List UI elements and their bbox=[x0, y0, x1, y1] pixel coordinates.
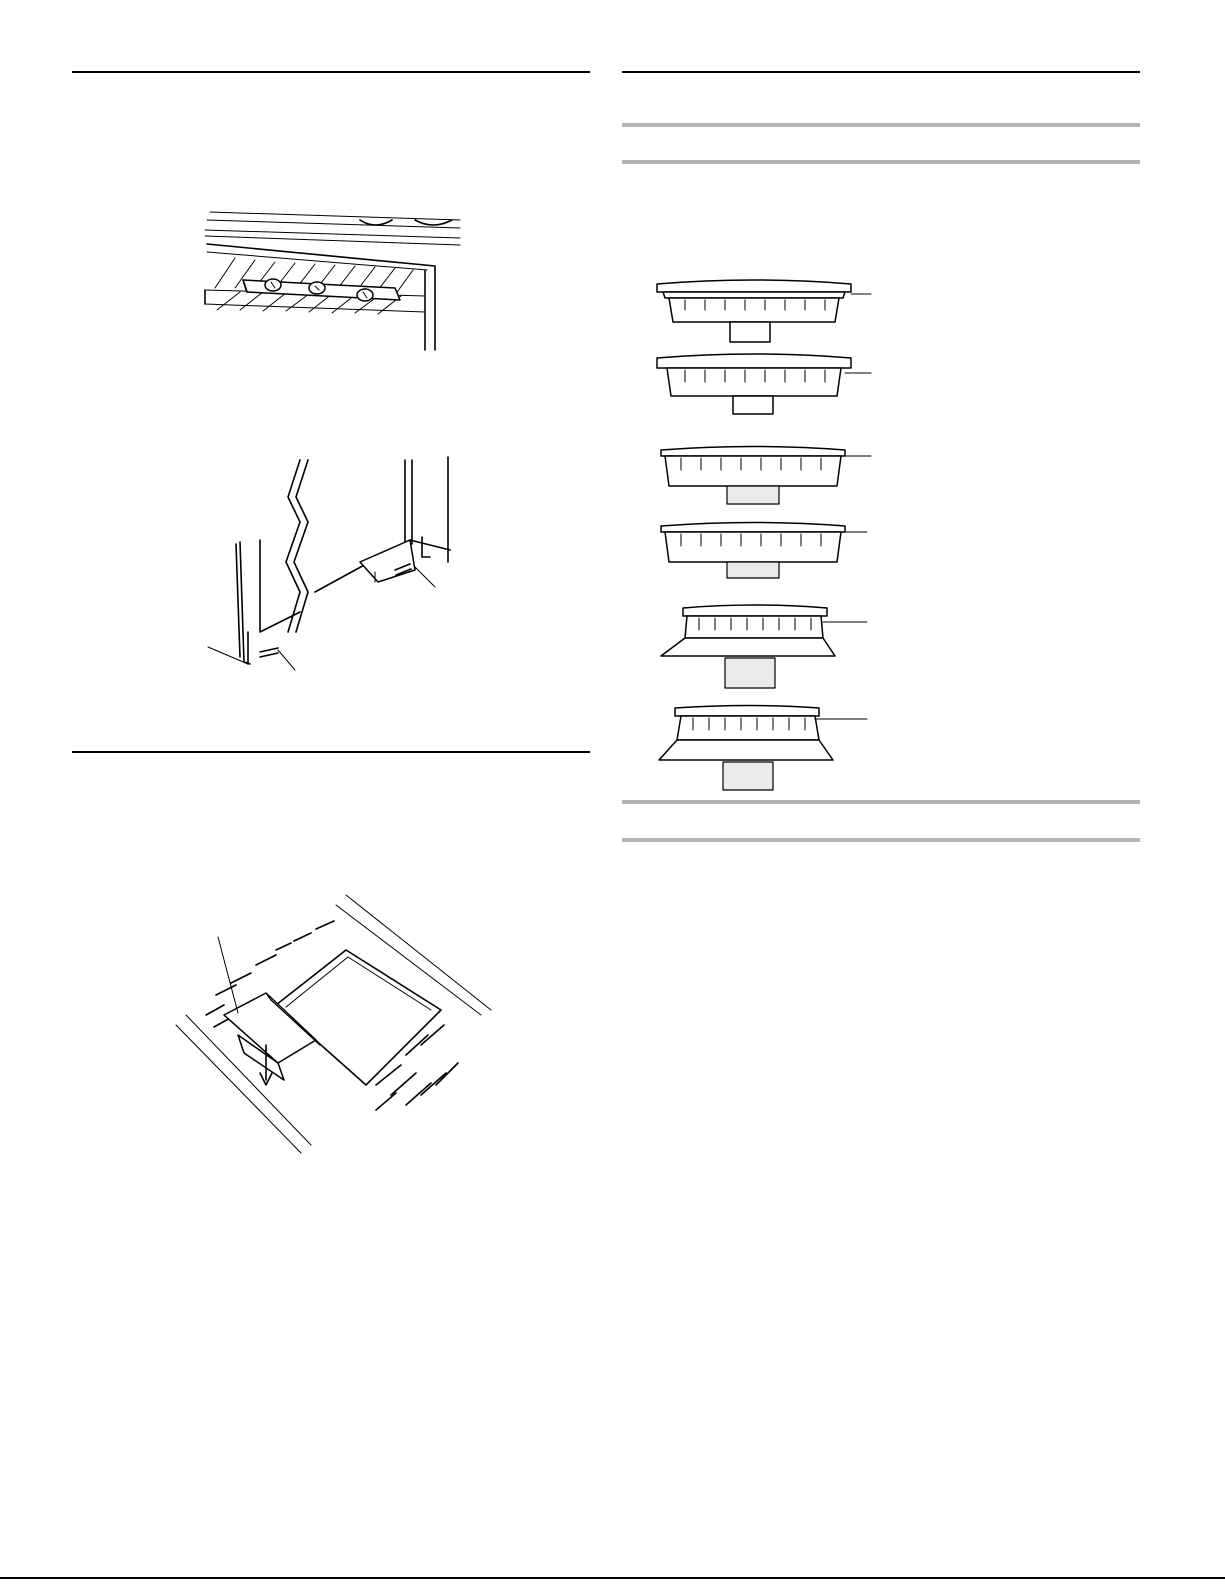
subsection-bar-2 bbox=[622, 160, 1140, 164]
burner-cap-2 bbox=[657, 354, 871, 414]
burner-cap-5 bbox=[661, 605, 867, 688]
burner-cap-3 bbox=[661, 447, 871, 505]
section-divider-top-left bbox=[72, 71, 590, 73]
subsection-bar-1 bbox=[622, 123, 1140, 127]
shelf-insert-illustration bbox=[176, 895, 496, 1155]
burner-cap-6 bbox=[659, 706, 867, 791]
burner-cap-4 bbox=[661, 523, 867, 579]
page-bottom-rule bbox=[0, 1577, 1225, 1579]
burner-cap-illustration bbox=[655, 278, 885, 798]
subsection-bar-4 bbox=[622, 838, 1140, 842]
level-on-shelf-illustration bbox=[195, 200, 475, 360]
section-divider-mid-left bbox=[72, 751, 590, 753]
burner-cap-1 bbox=[657, 280, 871, 342]
section-divider-top-right bbox=[622, 71, 1140, 73]
leveling-legs-illustration bbox=[200, 452, 480, 677]
subsection-bar-3 bbox=[622, 800, 1140, 804]
